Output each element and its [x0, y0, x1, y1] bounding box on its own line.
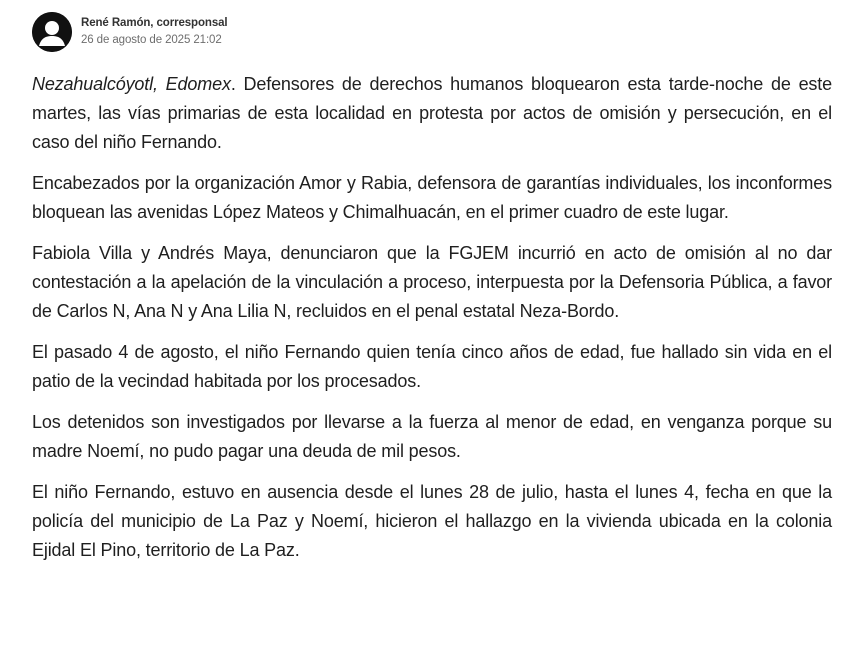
lead-paragraph: [32, 70, 832, 157]
dateline: Nezahualcóyotl, Edomex: [32, 74, 231, 94]
article-body: [32, 70, 832, 577]
paragraph-3: Fabiola Villa y Andrés Maya, denunciaron que la FGJEM incurrió en acto de omisión al no dar contestación a la apelación de la vinculación a proceso, interpuesta por la Defensoria Pública, a favor de Carlos N, Ana N y Ana Lilia N, recluidos en el penal estatal Neza-Bordo.: [32, 243, 832, 321]
paragraph-2: Encabezados por la organización Amor y Rabia, defensora de garantías individuales, los inconformes bloquean las avenidas López Mateos y Chimalhuacán, en el primer cuadro de este lugar.: [32, 173, 832, 222]
byline-text: [81, 16, 228, 48]
lead-text: . Defensores de derechos humanos bloquearon esta tarde-noche de este martes, las vías primarias de esta localidad en protesta por actos de omisión y persecución, en el caso del niño Fernando.: [32, 74, 832, 152]
paragraph-5: Los detenidos son investigados por llevarse a la fuerza al menor de edad, en venganza porque su madre Noemí, no pudo pagar una deuda de mil pesos.: [32, 412, 832, 461]
paragraph-6: El niño Fernando, estuvo en ausencia desde el lunes 28 de julio, hasta el lunes 4, fecha en que la policía del municipio de La Paz y Noemí, hicieron el hallazgo en la vivienda ubicada en la colonia Ejidal El Pino, territorio de La Paz.: [32, 482, 832, 560]
author-name[interactable]: René Ramón, corresponsal: [81, 17, 228, 29]
user-avatar-icon[interactable]: [32, 12, 72, 52]
byline: [32, 12, 228, 52]
publish-date: 26 de agosto de 2025 21:02: [81, 34, 222, 46]
paragraph-4: El pasado 4 de agosto, el niño Fernando quien tenía cinco años de edad, fue hallado sin vida en el patio de la vecindad habitada por los procesados.: [32, 342, 832, 391]
